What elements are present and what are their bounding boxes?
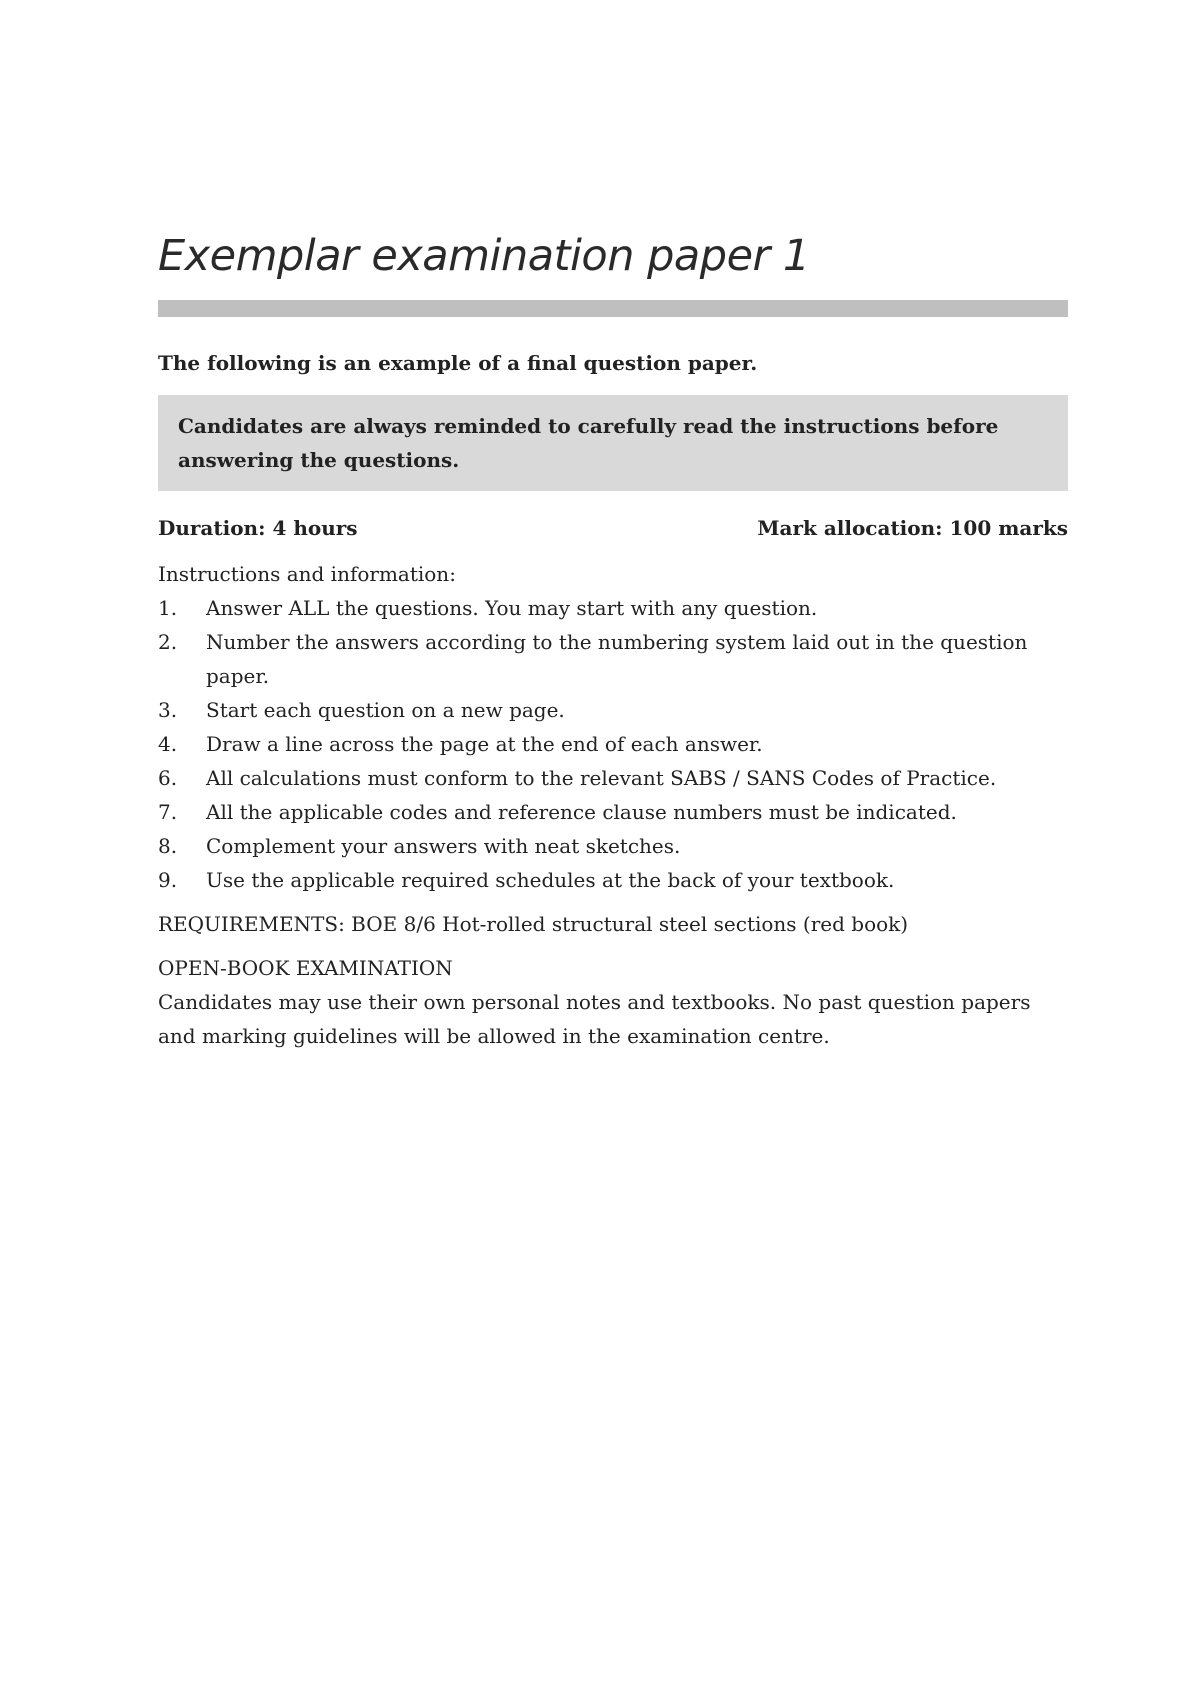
reminder-callout-text: Candidates are always reminded to carefully read the instructions before answering the questions. [178,414,999,472]
list-item-number: 9. [158,868,178,892]
list-item-text: Draw a line across the page at the end of each answer. [206,732,763,756]
instructions-heading: Instructions and information: [158,562,456,586]
list-item-text: Answer ALL the questions. You may start with any question. [206,596,818,620]
list-item [158,761,1068,795]
list-item [158,829,1068,863]
mark-allocation-label: Mark allocation: 100 marks [757,516,1068,540]
list-item [158,727,1068,761]
exam-meta-row [158,513,1068,543]
list-item [158,693,1068,727]
list-item-number: 3. [158,698,178,722]
document-content [158,228,1068,1053]
list-item-number: 7. [158,800,178,824]
open-book-heading: OPEN-BOOK EXAMINATION [158,956,453,980]
list-item [158,795,1068,829]
intro-text: The following is an example of a final question paper. [158,351,758,375]
page-title: Exemplar examination paper 1 [158,231,810,281]
list-item [158,591,1068,625]
list-item-text: Start each question on a new page. [206,698,565,722]
open-book-text: Candidates may use their own personal notes and textbooks. No past question papers and marking guidelines will be allowed in the examination centre. [158,990,1031,1048]
reminder-callout [158,395,1068,491]
list-item-number: 1. [158,596,178,620]
title-rule [158,300,1068,317]
list-item [158,863,1068,897]
duration-label: Duration: 4 hours [158,516,358,540]
list-item-number: 6. [158,766,178,790]
list-item-text: Complement your answers with neat sketches. [206,834,681,858]
list-item-text: All calculations must conform to the relevant SABS / SANS Codes of Practice. [206,766,997,790]
list-item-number: 2. [158,630,178,654]
list-item-text: All the applicable codes and reference clause numbers must be indicated. [206,800,957,824]
list-item [158,625,1068,693]
list-item-number: 8. [158,834,178,858]
list-item-text: Number the answers according to the numbering system laid out in the question paper. [206,630,1028,688]
requirements-text: REQUIREMENTS: BOE 8/6 Hot-rolled structural steel sections (red book) [158,912,909,936]
list-item-number: 4. [158,732,178,756]
instructions-list [158,591,1068,897]
list-item-text: Use the applicable required schedules at the back of your textbook. [206,868,895,892]
